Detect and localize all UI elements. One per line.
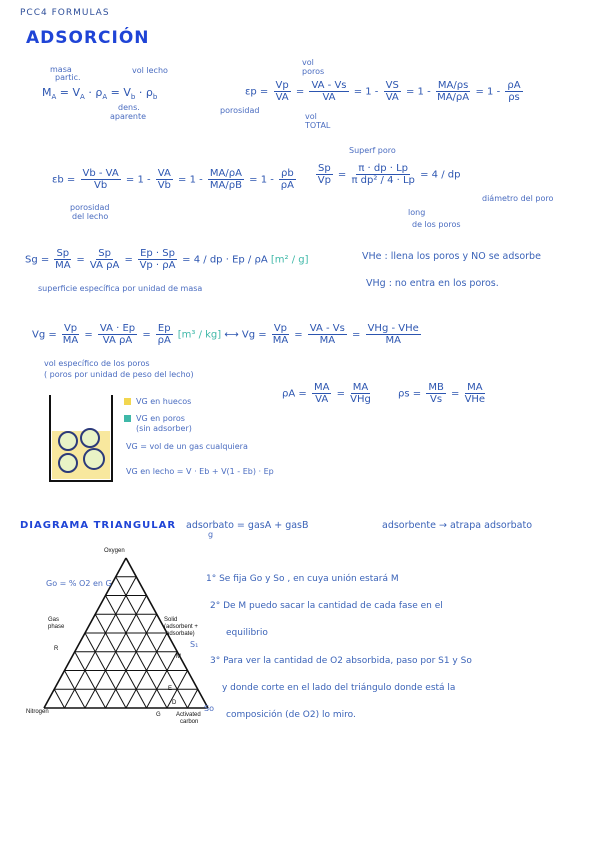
grid-line: [188, 689, 198, 708]
note-adsorbato-sub: g: [208, 530, 214, 539]
step-2-cont: equilibrio: [226, 628, 268, 638]
note-adsorbato: adsorbato = gasA + gasB: [186, 520, 309, 531]
legend-vg-cualquiera: VG = vol de un gas cualquiera: [126, 442, 248, 451]
note-de-los-poros: de los poros: [412, 220, 461, 229]
note-aparente: aparente: [110, 112, 147, 121]
lecho-sketch: [46, 393, 116, 485]
note-vol-especifico: vol específico de los poros: [44, 359, 150, 368]
legend-sin-adsorber: (sin adsorber): [136, 424, 192, 433]
note-partic: partic.: [55, 73, 81, 82]
label-adsorbate: adsorbate): [166, 631, 195, 637]
eq-ma-mass: $M_A = V_A \cdot \rho_A = V_b \cdot \rho_b$: [42, 86, 158, 102]
label-phase: phase: [48, 624, 65, 630]
label-activated: Activated: [176, 712, 201, 718]
note-dens: dens.: [118, 103, 140, 112]
note-long: long: [408, 208, 426, 217]
note-vol-poros: vol poros: [302, 58, 325, 76]
label-oxygen: Oxygen: [104, 548, 125, 554]
step-3: 3° Para ver la cantidad de O2 absorbida, paso por S1 y So: [210, 656, 472, 666]
eq-superficie-especifica: Sg = $\frac{Sp}{MA}$ = $\frac{Sp}{\text{VA ρA}}$ = $\frac{Ep \cdot Sp}{Vp \cdot \rho A}$ = 4 / dp · Ep / ρA [m² / g]: [25, 248, 309, 271]
point-e: E: [168, 686, 173, 692]
grid-line: [65, 577, 137, 708]
eq-porosidad-lecho: εb = $\frac{Vb - VA}{Vb}$ = 1 - $\frac{VA}{Vb}$ = 1 - $\frac{MA/\rho A}{MA/\rho B}$ = 1 - $\frac{\rho b}{\rho A}$: [52, 168, 294, 191]
note-diametro: diámetro del poro: [482, 194, 554, 203]
grid-line: [95, 614, 146, 708]
legend-vg-huecos: VG en huecos: [136, 397, 192, 406]
note-vol-lecho: vol lecho: [132, 66, 168, 75]
grid-line: [106, 614, 157, 708]
step-1: 1° Se fija Go y So , en cuya unión estará M: [206, 574, 399, 584]
note-superf-poro: Superf poro: [349, 146, 396, 155]
grid-line: [116, 577, 188, 708]
legend-swatch-huecos: [124, 398, 131, 405]
eq-densidad-a: ρA = $\frac{MA}{VA}$ = $\frac{MA}{\text{VHg}}$: [282, 382, 371, 405]
note-poros-por-peso: ( poros por unidad de peso del lecho): [44, 370, 194, 379]
eq-densidad-s: ρs = $\frac{MB}{Vs}$ = $\frac{MA}{\text{VHe}}$: [398, 382, 486, 405]
step-3-cont2: composición (de O2) lo miro.: [226, 710, 356, 720]
label-go: Go = % O2 en G: [46, 579, 112, 588]
label-s1: S₁: [190, 640, 199, 649]
note-del-lecho: del lecho: [72, 212, 109, 221]
eq-superf-vol-poro: $\frac{Sp}{Vp}$ = $\frac{\pi \cdot dp \cdot Lp}{\text{π dp² / 4 · Lp}}$ = 4 / dp: [317, 163, 461, 186]
note-vhg: VHg : no entra en los poros.: [366, 278, 499, 289]
label-adsorbent: (adsorbent +: [164, 624, 198, 630]
point-r: R: [54, 646, 59, 652]
label-carbon: carbon: [180, 719, 199, 725]
label-nitrogen: Nitrogen: [26, 709, 49, 715]
step-2: 2° De M puedo sacar la cantidad de cada fase en el: [210, 601, 443, 611]
note-vol-total: vol TOTAL: [305, 112, 331, 130]
step-3-cont: y donde corte en el lado del triángulo donde está la: [222, 683, 456, 693]
eq-vol-especifico: Vg = $\frac{Vp}{MA}$ = $\frac{VA \cdot Ep}{\text{VA ρA}}$ = $\frac{Ep}{\rho A}$ [m³ / kg] ⟷ Vg = $\frac{Vp}{MA}$ = $\frac{VA - Vs}{MA}$ = $\frac{\text{VHg - VHe}}{MA}$: [32, 323, 419, 346]
page-header: PCC4 FORMULAS: [20, 8, 110, 18]
legend-vg-poros: VG en poros: [136, 414, 185, 423]
eq-porosidad-particula: εp = $\frac{Vp}{VA}$ = $\frac{VA - Vs}{VA}$ = 1 - $\frac{VS}{VA}$ = 1 - $\frac{MA/\rho s}{MA/\rho A}$ = 1 - $\frac{\rho A}{\rho s}$: [245, 80, 521, 103]
note-masa: masa: [50, 65, 72, 74]
point-g: G: [156, 712, 161, 718]
legend-swatch-poros: [124, 415, 131, 422]
note-superficie-especifica: superficie específica por unidad de masa: [38, 284, 203, 293]
legend-vg-lecho: VG en lecho = V · Eb + V(1 - Eb) · Ep: [126, 467, 274, 476]
note-adsorbente: adsorbente → atrapa adsorbato: [382, 520, 533, 531]
section-diagrama-triangular: DIAGRAMA TRIANGULAR: [20, 520, 177, 531]
page-title: ADSORCIÓN: [26, 28, 150, 48]
point-m: M: [176, 654, 181, 660]
label-solid: Solid: [164, 617, 178, 623]
grid-line: [54, 689, 64, 708]
label-gas: Gas: [48, 617, 60, 623]
point-d: D: [172, 700, 177, 706]
label-so: So: [204, 704, 214, 713]
note-vhe: VHe : llena los poros y NO se adsorbe: [362, 251, 541, 262]
note-porosidad-lecho: porosidad: [70, 203, 110, 212]
note-porosidad: porosidad: [220, 106, 260, 115]
